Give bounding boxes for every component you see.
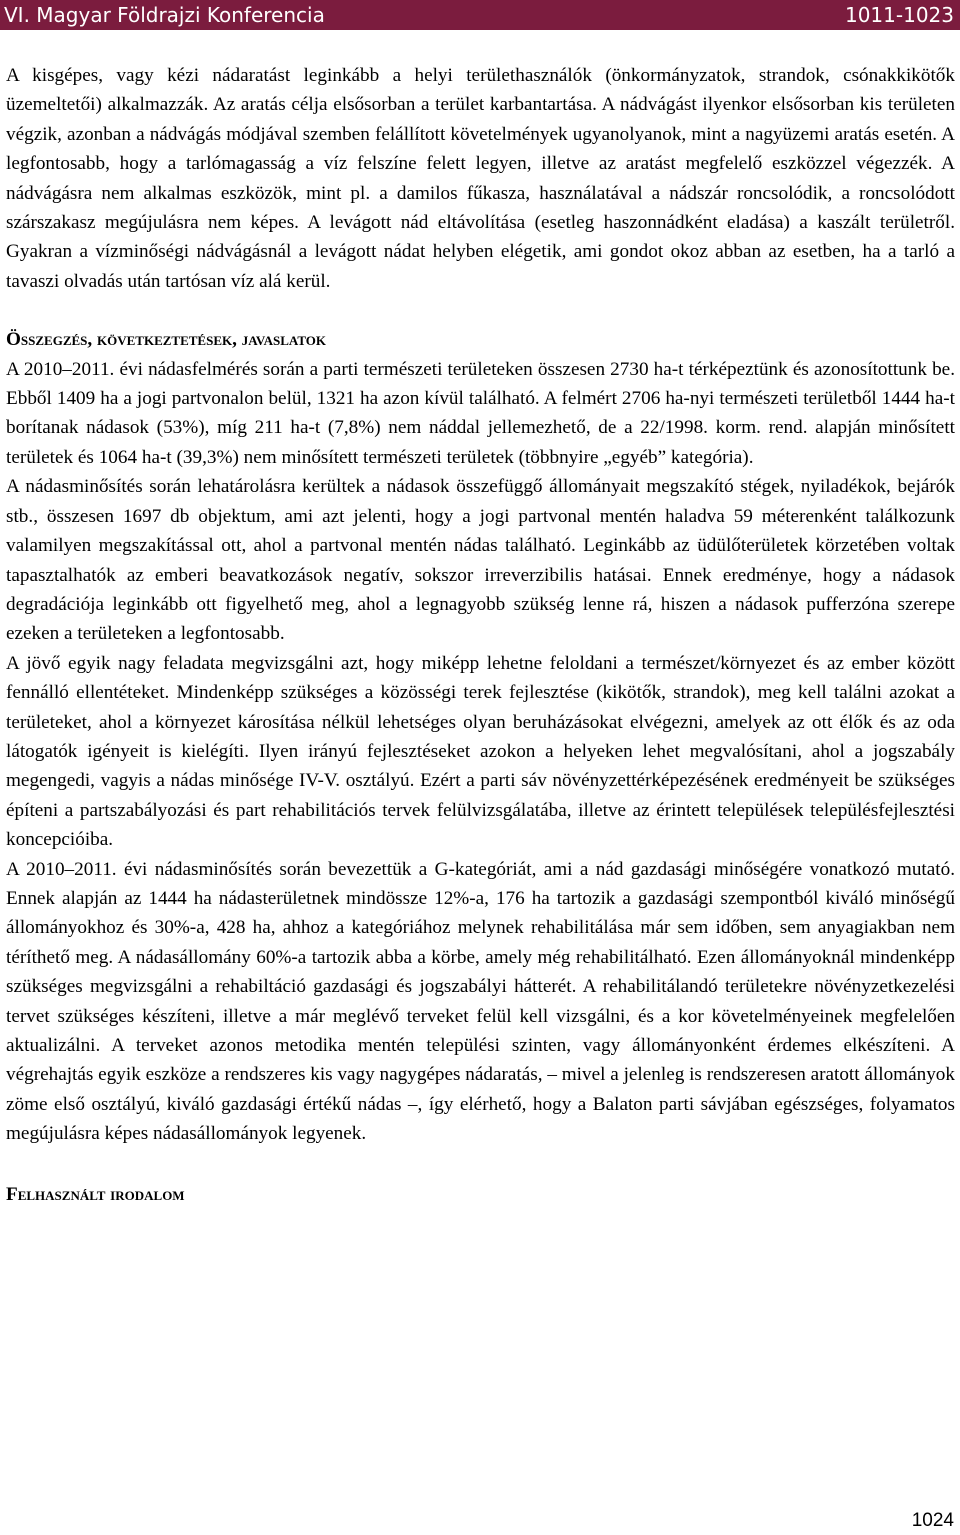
paragraph-future-tasks: A jövő egyik nagy feladata megvizsgálni azt, hogy miképp lehetne feloldani a természet/környezet és az ember között fennálló ellentéteket. Mindenképp szükséges a közösségi terek fejlesztése (kikötők, strandok), meg kell találni azokat a területeket, ahol a környezet károsítása nélkül lehetséges olyan beruházásokat elvégezni, amelyek az ott élők és az oda látogatók igényeit is kielégíti. Ilyen irányú fejlesztéseket azokon a helyeken lehet megvalósítani, ahol a jogszabály megengedi, vagyis a nádas minősége IV-V. osztályú. Ezért a parti sáv növényzettérképezésének eredményeit be szükséges építeni a partszabályozási és part rehabilitációs tervek felülvizsgálatába, illetve az érintett települések településfejlesztési koncepcióiba. [6, 652, 955, 851]
page-number: 1024 [911, 1510, 954, 1531]
page-range: 1011-1023 [844, 3, 954, 27]
conference-title: VI. Magyar Földrajzi Konferencia [4, 3, 325, 27]
paragraph-survey-results: A 2010–2011. évi nádasfelmérés során a parti természeti területeken összesen 2730 ha-t térképeztünk és azonosítottunk be. Ebből 1409 ha a jogi partvonalon belül, 1321 ha azon kívül található. A felmért 2706 ha-nyi természeti területből 1444 ha-t borítanak nádasok (53%), míg 211 ha-t (7,8%) nem náddal jellemezhető, de a 22/1998. korm. rend. alapján minősített területek és 1064 ha-t (39,3%) nem minősített természeti területek (többnyire „egyéb” kategória). [6, 358, 955, 468]
section-heading-summary: Összegzés, következtetések, javaslatok [6, 329, 326, 351]
document-body [6, 61, 955, 1209]
section-heading-references: Felhasznált irodalom [6, 1183, 185, 1205]
paragraph-reed-disruptions: A nádasminősítés során lehatárolásra kerültek a nádasok összefüggő állományait megszakító stégek, nyiladékok, bejárók stb., összesen 1697 db objektum, ami azt jelenti, hogy a jogi partvonal mentén haladva 59 méterenként találkozunk valamilyen megszakítással ott, ahol a partvonal mentén nádas található. Leginkább az üdülőterületek körzetében voltak tapasztalhatók az emberi beavatkozások negatív, sokszor irreverzibilis hatásai. Ennek eredménye, hogy a nádasok degradációja leginkább ott figyelhető meg, ahol a legnagyobb szükség lenne rá, hiszen a nádasok pufferzóna szerepe ezeken a területeken a legfontosabb. [6, 476, 955, 645]
running-header [0, 0, 960, 30]
paragraph-reed-harvesting: A kisgépes, vagy kézi nádaratást leginkább a helyi területhasználók (önkormányzatok, strandok, csónakkikötők üzemeltetői) alkalmazzák. Az aratás célja elsősorban a terület karbantartása. A nádvágást ilyenkor elsősorban kis területen végzik, azonban a nádvágás módjával szemben felállított követelmények ugyanolyanok, mint a nagyüzemi aratás esetén. A legfontosabb, hogy a tarlómagasság a víz felszíne felett legyen, illetve az aratást megfelelő eszközzel végezzék. A nádvágásra nem alkalmas eszközök, mint pl. a damilos fűkasza, használatával a nádszár roncsolódik, a roncsolódott szárszakasz megújulásra nem képes. A levágott nád eltávolítása (esetleg haszonnádként eladása) a kaszált területről. Gyakran a vízminőségi nádvágásnál a levágott nádat helyben elégetik, ami gondot okoz abban az esetben, ha a tarló a tavaszi olvadás után tartósan víz alá kerül. [6, 65, 955, 292]
paragraph-g-category: A 2010–2011. évi nádasminősítés során bevezettük a G-kategóriát, ami a nád gazdasági minőségére vonatkozó mutató. Ennek alapján az 1444 ha nádasterületnek mindössze 12%-a, 176 ha tartozik a gazdasági szempontból kiváló minőségű állományokhoz és 30%-a, 428 ha, ahhoz a kategóriához melynek rehabilitálása már sem időben, sem anyagiakban nem téríthető meg. A nádasállomány 60%-a tartozik abba a körbe, amely még rehabilitálható. Ezen állományoknál mindenképp szükséges megvizsgálni a rehabiltáció gazdasági és jogszabályi hátterét. A rehabilitálandó területekre növényzetkezelési tervet szükséges készíteni, illetve a már meglévő terveket felül kell vizsgálni, és a kor követelményeinek megfelelően aktualizálni. A terveket azonos metodika mentén települési szinten, vagy állományonként érdemes elkészíteni. A végrehajtás egyik eszköze a rendszeres kis vagy nagygépes nádaratás, – mivel a jelenleg is rendszeresen aratott állományok zöme első osztályú, kiváló gazdasági értékű nádas –, így elérhető, hogy a Balaton parti sávjában egészséges, folyamatos megújulásra képes nádasállományok legyenek. [6, 858, 955, 1145]
